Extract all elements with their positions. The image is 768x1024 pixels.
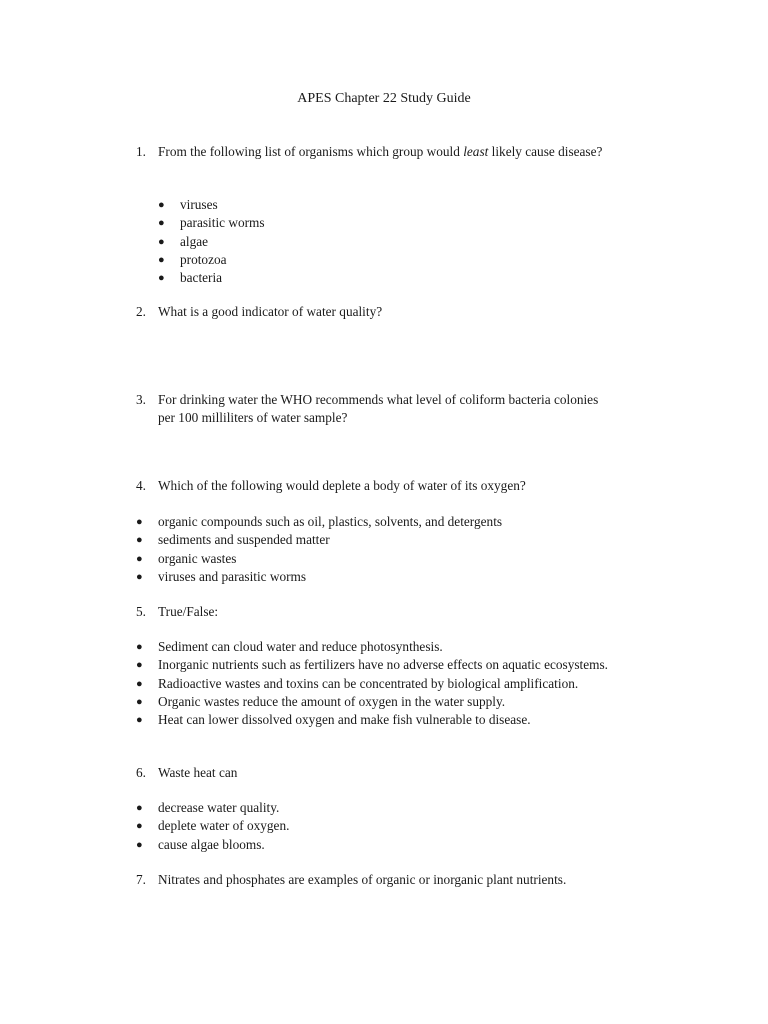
question-number: 7. <box>136 872 146 887</box>
option-text: organic compounds such as oil, plastics, solvents, and detergents <box>158 514 503 529</box>
option-text: organic wastes <box>158 550 237 566</box>
option-text: Organic wastes reduce the amount of oxygen in the water supply. <box>158 693 506 709</box>
option-text: Heat can lower dissolved oxygen and make fish vulnerable to disease. <box>158 712 531 728</box>
bullet-icon: ● <box>136 820 143 833</box>
question-2 <box>136 303 636 321</box>
list-item <box>136 656 636 674</box>
option-text: Sediment can cloud water and reduce photosynthesis. <box>158 639 443 654</box>
question-6-options <box>136 799 646 854</box>
option-text: Inorganic nutrients such as fertilizers have no adverse effects on aquatic ecosystems. <box>158 657 608 673</box>
list-item <box>136 638 636 656</box>
question-number: 3. <box>136 392 146 407</box>
bullet-icon: ● <box>136 802 143 814</box>
question-number: 5. <box>136 604 146 619</box>
question-number: 4. <box>136 478 146 493</box>
list-item <box>136 550 646 568</box>
question-text: What is a good indicator of water quality? <box>158 304 383 319</box>
question-text <box>158 143 636 161</box>
question-4 <box>136 477 636 495</box>
bullet-icon: ● <box>136 641 143 653</box>
question-text: Nitrates and phosphates are examples of organic or inorganic plant nutrients. <box>158 872 567 887</box>
list-item <box>158 214 578 232</box>
question-5 <box>136 603 636 621</box>
list-item <box>158 251 578 269</box>
bullet-icon: ● <box>136 516 143 528</box>
question-text: Which of the following would deplete a body of water of its oxygen? <box>158 478 526 493</box>
question-4-options <box>136 513 646 586</box>
bullet-icon: ● <box>136 659 143 672</box>
list-item <box>136 693 636 711</box>
option-text: viruses and parasitic worms <box>158 568 307 584</box>
list-item <box>136 513 646 531</box>
list-item <box>158 269 578 287</box>
list-item <box>136 799 646 817</box>
bullet-icon: ● <box>158 217 165 230</box>
question-6 <box>136 764 636 782</box>
option-text: protozoa <box>180 251 227 267</box>
document-title: APES Chapter 22 Study Guide <box>297 91 471 106</box>
bullet-icon: ● <box>158 199 165 211</box>
option-text: cause algae blooms. <box>158 836 265 852</box>
list-item <box>136 675 636 693</box>
question-text: True/False: <box>158 604 219 619</box>
bullet-icon: ● <box>136 838 143 851</box>
option-text: parasitic worms <box>180 215 265 231</box>
question-number: 6. <box>136 765 146 780</box>
bullet-icon: ● <box>136 570 143 583</box>
question-text: For drinking water the WHO recommends what level of coliform bacteria colonies per 100 milliliters of water sample? <box>158 392 599 425</box>
bullet-icon: ● <box>136 714 143 727</box>
question-number: 2. <box>136 304 146 319</box>
list-item <box>136 568 646 586</box>
option-text: algae <box>180 233 209 249</box>
list-item <box>136 711 636 729</box>
question-text-part: likely cause disease? <box>488 144 603 159</box>
bullet-icon: ● <box>136 534 143 547</box>
question-text-part: From the following list of organisms which group would <box>158 144 464 159</box>
list-item <box>136 531 646 549</box>
bullet-icon: ● <box>158 272 165 285</box>
bullet-icon: ● <box>158 253 165 266</box>
question-text-emphasis: least <box>463 144 489 159</box>
question-1 <box>136 143 636 161</box>
bullet-icon: ● <box>136 552 143 565</box>
bullet-icon: ● <box>136 695 143 708</box>
option-text: sediments and suspended matter <box>158 532 330 548</box>
list-item <box>158 233 578 251</box>
list-item <box>136 836 646 854</box>
question-1-options <box>158 196 578 287</box>
bullet-icon: ● <box>158 235 165 248</box>
option-text: deplete water of oxygen. <box>158 818 290 834</box>
list-item <box>158 196 578 214</box>
option-text: bacteria <box>180 270 223 286</box>
bullet-icon: ● <box>136 677 143 690</box>
question-5-options <box>136 638 636 729</box>
option-text: viruses <box>180 197 218 212</box>
question-number: 1. <box>136 144 146 159</box>
list-item <box>136 817 646 835</box>
option-text: Radioactive wastes and toxins can be concentrated by biological amplification. <box>158 675 579 691</box>
option-text: decrease water quality. <box>158 800 280 815</box>
question-3 <box>136 391 616 427</box>
question-7 <box>136 871 656 889</box>
question-text: Waste heat can <box>158 765 238 780</box>
